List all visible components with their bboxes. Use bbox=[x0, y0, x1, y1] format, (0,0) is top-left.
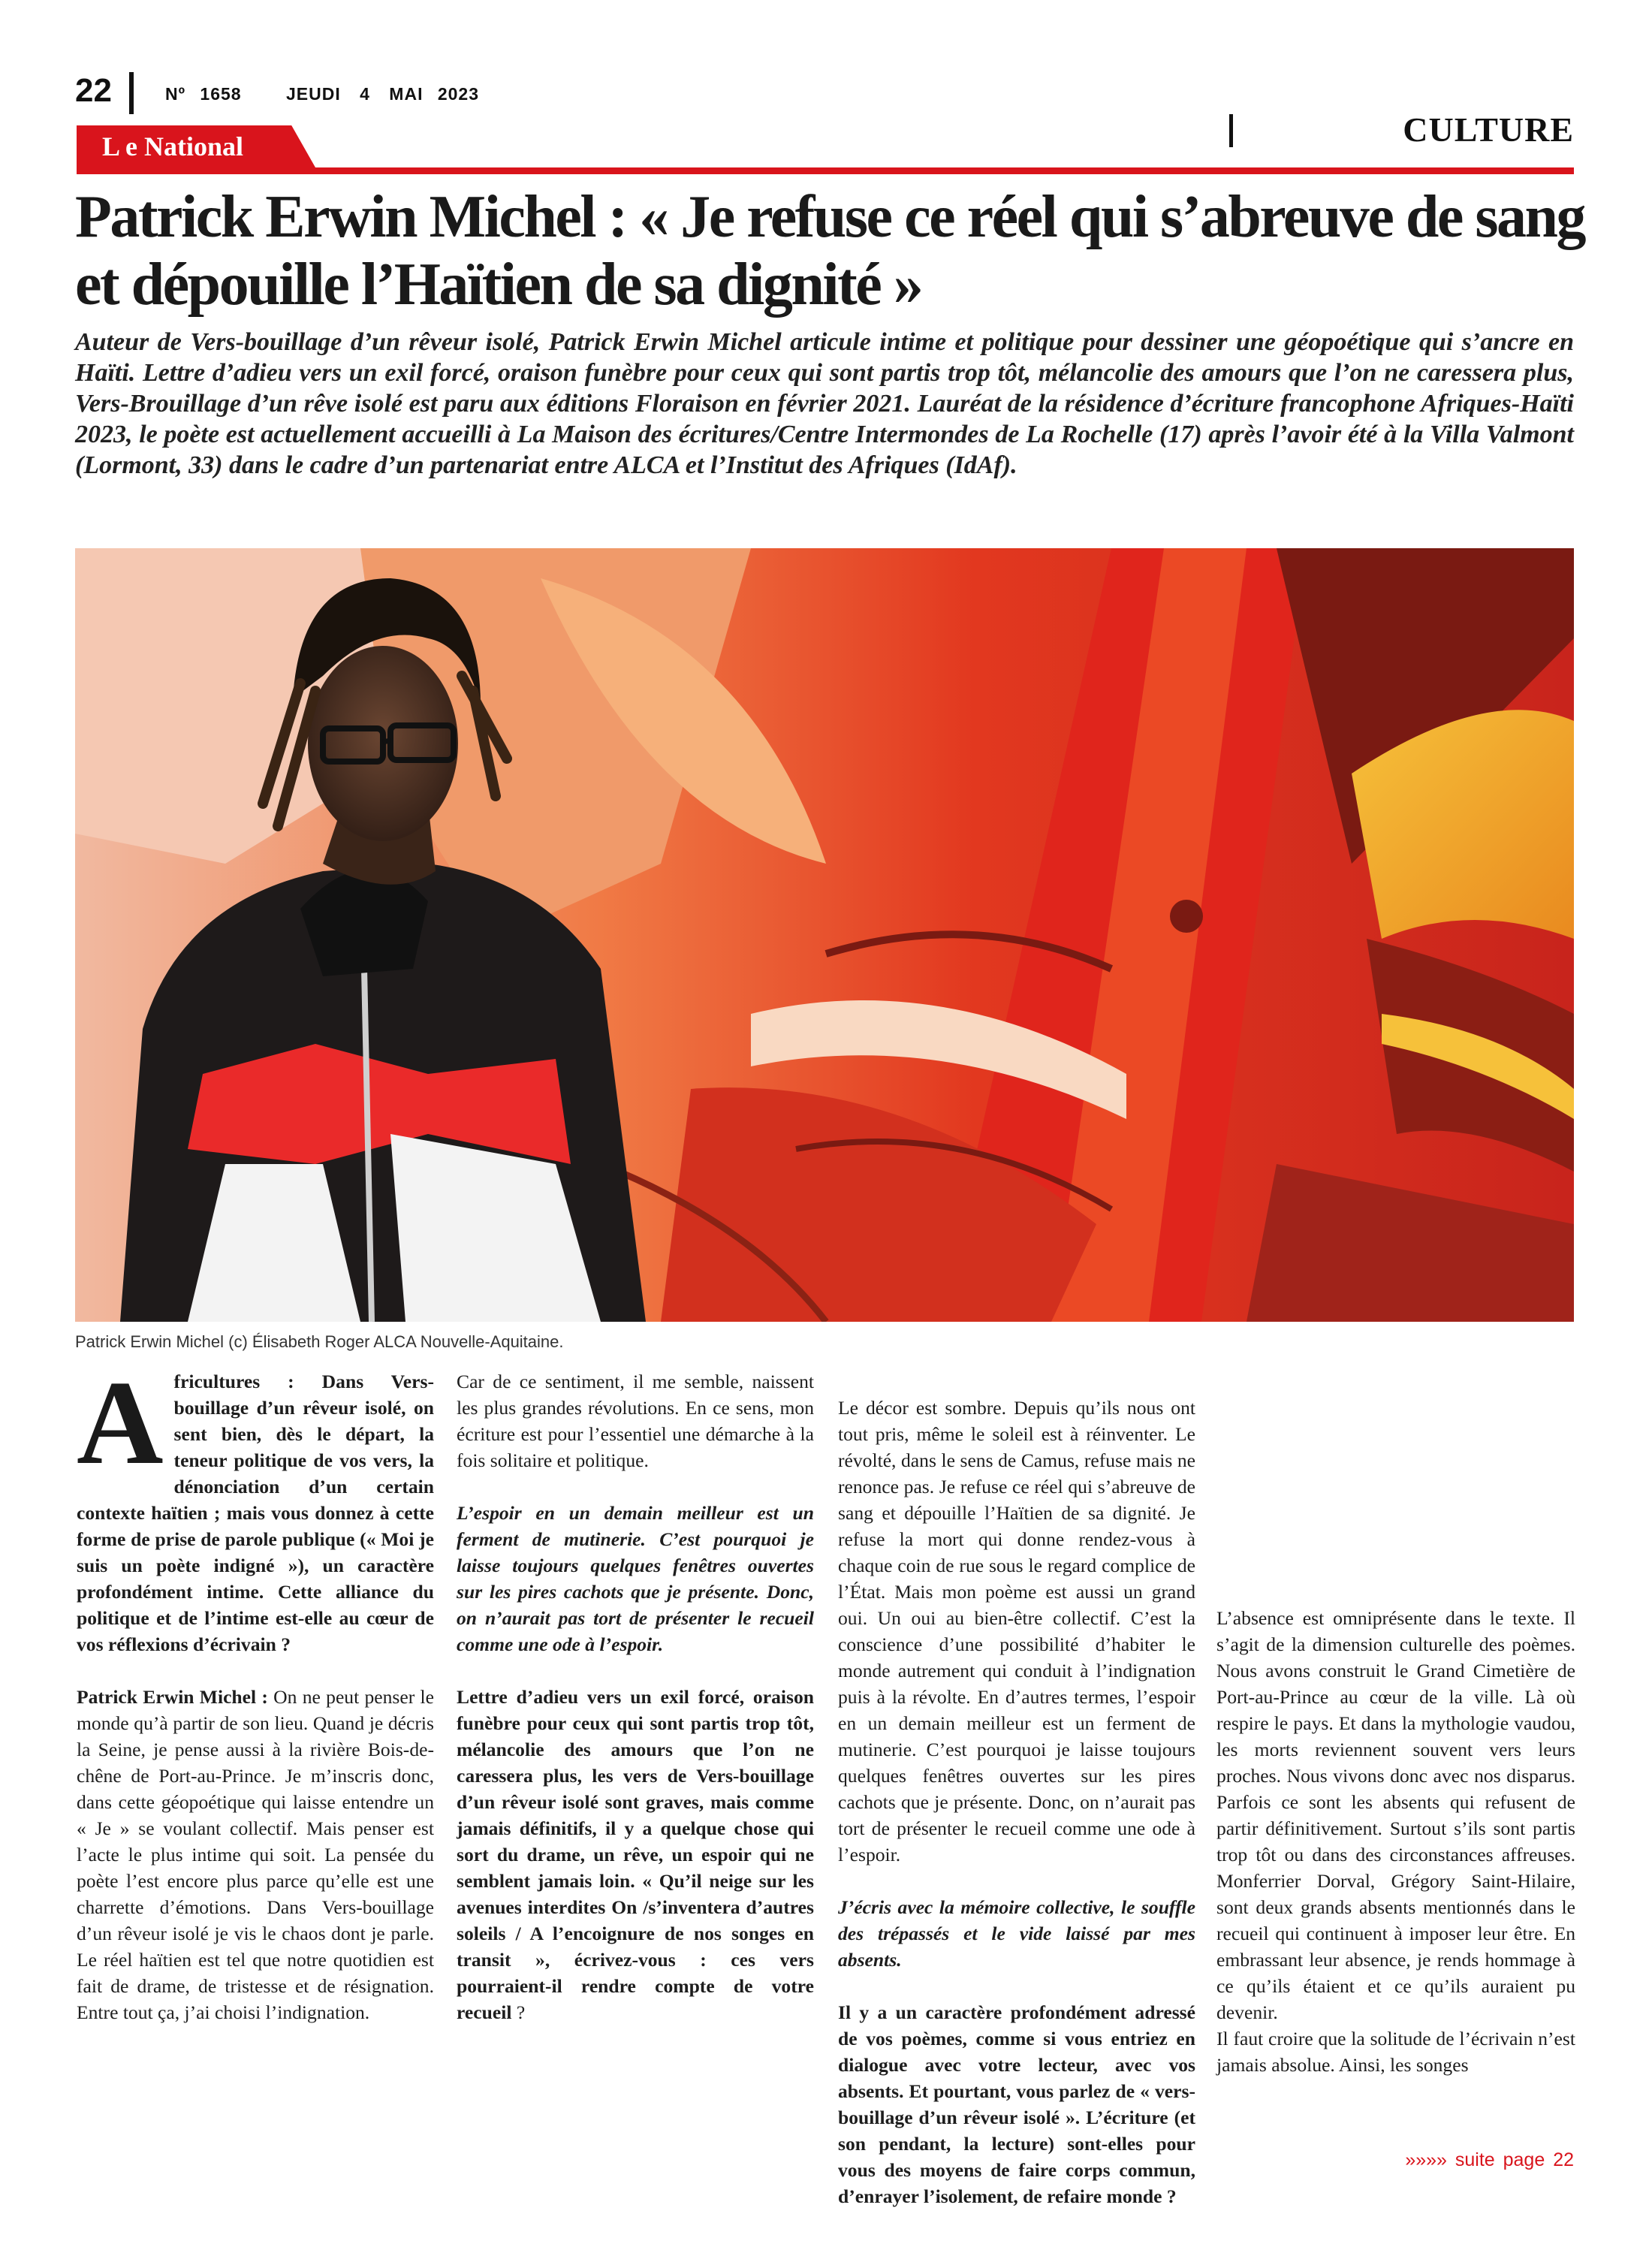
continued-link[interactable]: »»»» suite page 22 bbox=[1405, 2149, 1574, 2170]
question-1-text: fricultures : Dans Vers-bouillage d’un rêveur isolé, on sent bien, dès le départ, la teneur politique de vos vers, la dénonciation d’un certain contexte haïtien ; mais vous donnez à cette forme de prise de parole publique (« Moi je suis un poète indigné »), un caractère profondément intime. Cette alliance du politique et de l’intime est-elle au cœur de vos réflexions d’écrivain ? bbox=[77, 1371, 434, 1655]
issue-date-num: 4 bbox=[360, 84, 370, 104]
answer-1 bbox=[77, 1684, 434, 2025]
article-photo bbox=[75, 548, 1574, 1322]
question-2 bbox=[457, 1684, 814, 2025]
header-rule bbox=[77, 167, 1574, 174]
brand-logo: L e National bbox=[102, 131, 244, 161]
pull-quote-1: L’espoir en un demain meilleur est un ferment de mutinerie. C’est pourquoi je laisse toujours quelques fenêtres ouvertes sur les pires cachots que je présente. Donc, on n’aurait pas tort de présenter le recueil comme une ode à l’espoir. bbox=[457, 1502, 814, 1655]
body-column-4 bbox=[1216, 1605, 1575, 2078]
pull-quote-2: J’écris avec la mémoire collective, le souffle des trépassés et le vide laissé par mes absents. bbox=[838, 1896, 1195, 1971]
drop-cap: A bbox=[77, 1356, 164, 1489]
answer-1-text: On ne peut penser le monde qu’à partir de son lieu. Quand je décris la Seine, je pense aussi à la rivière Bois-de-chêne de Port-au-Prince. Je m’inscris donc, dans cette géopoétique qui laisse entendre un « Je » se voulant collectif. Mais penser est l’acte le plus intime qui soit. La pensée du poète l’est encore plus parce qu’elle est une charrette d’émotions. Dans Vers-bouillage d’un rêveur isolé je vis le chaos dont je parle. Le réel haïtien est tel que notre quotidien est fait de drame, de tristesse et de résignation. Entre tout ça, j’ai choisi l’indignation. bbox=[77, 1686, 434, 2023]
page-number: 22 bbox=[75, 72, 112, 109]
article-deck: Auteur de Vers-bouillage d’un rêveur isolé, Patrick Erwin Michel articule intime et politique pour dessiner une géopoétique qui s’ancre en Haïti. Lettre d’adieu vers un exil forcé, oraison funèbre pour ceux qui sont partis trop tôt, mélancolie des amours que l’on ne caressera plus, Vers-Brouillage d’un rêve isolé est paru aux éditions Floraison en février 2021. Lauréat de la résidence d’écriture francophone Afriques-Haïti 2023, le poète est actuellement accueilli à La Maison des écritures/Centre Intermondes de La Rochelle (17) après l’avoir été à la Villa Valmont (Lormont, 33) dans le cadre d’un partenariat entre ALCA et l’Institut des Afriques (IdAf). bbox=[75, 328, 1574, 479]
answer-1-continued: Car de ce sentiment, il me semble, naissent les plus grandes révolutions. En ce sens, mon écriture est pour l’essentiel une démarche à la fois solitaire et politique. bbox=[457, 1371, 814, 1471]
question-2-text: Lettre d’adieu vers un exil forcé, oraison funèbre pour ceux qui sont partis trop tôt, mélancolie des amours que l’on ne caressera plus, les vers de Vers-bouillage d’un rêveur isolé sont graves, mais comme jamais définitifs, il y a quelque chose qui sort du drame, un rêve, un espoir qui ne semblent jamais loin. « Qu’il neige sur les avenues interdites On /s’inventera d’autres soleils / A l’encoignure de nos songes en transit », écrivez-vous : ces vers pourraient-il rendre compte de votre recueil bbox=[457, 1686, 814, 2023]
article-title: Patrick Erwin Michel : « Je refuse ce réel qui s’abreuve de sang et dépouille l’Haïtien de sa dignité » bbox=[75, 184, 1584, 318]
answer-3: L’absence est omniprésente dans le texte. Il s’agit de la dimension culturelle des poèmes. Nous avons construit le Grand Cimetière de Port-au-Prince au cœur de la ville. Là où respire le pays. Et dans la mythologie vaudou, les morts reviennent souvent vers leurs proches. Nous vivons donc avec nos disparus. Parfois ce sont les absents qui refusent de partir définitivement. Surtout s’ils sont partis trop tôt ou dans des circonstances affreuses. Monferrier Dorval, Grégory Saint-Hilaire, sont deux grands absents mentionnés dans le recueil qui continuent à imposer leur être. En embrassant leur absence, je rends hommage à ce qu’ils étaient et ce qu’ils auraient pu devenir. bbox=[1216, 1607, 1575, 2023]
issue-day: JEUDI bbox=[285, 84, 341, 104]
body-column-1 bbox=[77, 1356, 434, 2025]
answer-2: Le décor est sombre. Depuis qu’ils nous ont tout pris, même le soleil est à réinventer. Le révolté, dans le sens de Camus, refuse mais ne renonce pas. Je refuse ce réel qui s’abreuve de sang et dépouille l’Haïtien de sa dignité. Je refuse la mort qui donne rendez-vous à chaque coin de rue sous le regard complice de l’État. Mais mon poème est aussi un grand oui. Un oui au bien-être collectif. C’est la conscience d’une possibilité d’habiter le monde autrement qui conduit à l’indignation puis à la révolte. En d’autres termes, l’espoir en un demain meilleur est un ferment de mutinerie. C’est pourquoi je laisse toujours quelques fenêtres ouvertes sur les pires cachots que je présente. Donc, on n’aurait pas tort de présenter le recueil comme une ode à l’espoir. bbox=[838, 1397, 1195, 1865]
question-3-text: Il y a un caractère profondément adressé de vos poèmes, comme si vous entriez en dialogue avec votre lecteur, avec vos absents. Et pourtant, vous parlez de « vers-bouillage d’un rêveur isolé ». L’écriture (et son pendant, la lecture) sont-elles pour vous des moyens de faire corps commun, d’enrayer l’isolement, de refaire monde ? bbox=[838, 2001, 1195, 2207]
section-divider bbox=[1229, 114, 1233, 147]
question-2-end: ? bbox=[511, 2001, 526, 2023]
issue-month-year: MAI 2023 bbox=[389, 84, 480, 104]
speaker-name: Patrick Erwin Michel : bbox=[77, 1686, 268, 1708]
portrait-mural-illustration bbox=[75, 548, 1574, 1322]
page-number-divider bbox=[129, 72, 134, 114]
body-column-2 bbox=[457, 1368, 814, 2025]
section-label: CULTURE bbox=[1403, 110, 1574, 149]
issue-line bbox=[165, 84, 479, 104]
body-column-3 bbox=[838, 1395, 1195, 2209]
answer-3-continued: Il faut croire que la solitude de l’écrivain n’est jamais absolue. Ainsi, les songes bbox=[1216, 2028, 1575, 2076]
question-3-start bbox=[838, 1999, 1195, 2209]
question-1 bbox=[77, 1356, 434, 1657]
photo-caption: Patrick Erwin Michel (c) Élisabeth Roger ALCA Nouvelle-Aquitaine. bbox=[75, 1332, 564, 1351]
issue-number: Nº 1658 bbox=[165, 84, 242, 104]
